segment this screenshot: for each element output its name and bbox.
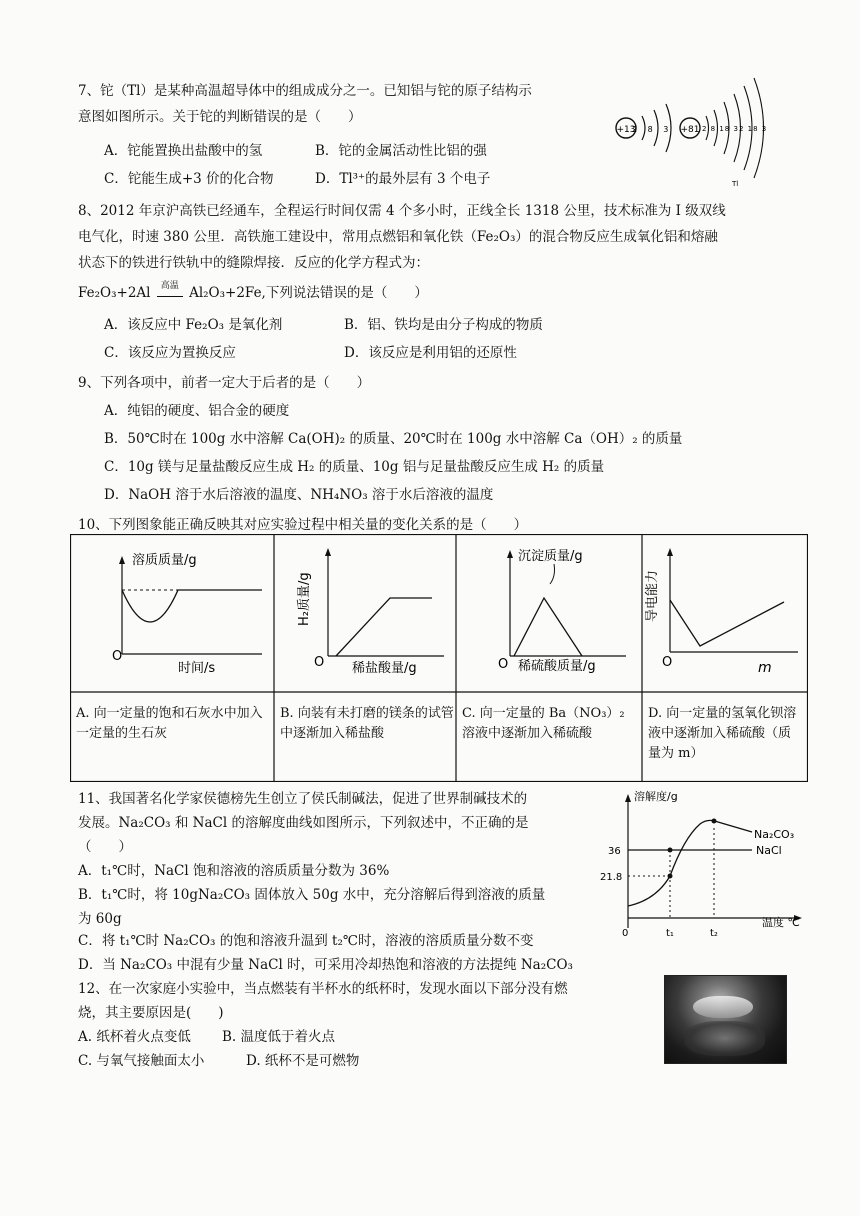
graph-c-ylabel: 沉淀质量/g	[518, 549, 583, 564]
q7-stem-line2: 意图如图所示。关于铊的判断错误的是（ ）	[78, 109, 362, 125]
q7-stem-line1: 7、铊（Tl）是某种高温超导体中的组成成分之一。已知铝与铊的原子结构示	[78, 83, 532, 99]
graph-a-origin: O	[112, 649, 123, 664]
q8-stem-line1: 8、2012 年京沪高铁已经通车，全程运行时间仅需 4 个多小时，正线全长 1318 公里，技术标准为 I 级双线	[78, 203, 726, 219]
graph-d-ylabel: 导电能力	[645, 569, 660, 622]
graph-d	[644, 548, 798, 676]
q11-stem-line1: 11、我国著名化学家侯德榜先生创立了侯氏制碱法，促进了世界制碱技术的	[78, 791, 528, 807]
q7-option-c: C．铊能生成+3 价的化合物	[104, 171, 274, 187]
graph-b-xlabel: 稀盐酸量/g	[352, 661, 417, 676]
q11-option-b-line2: 为 60g	[78, 911, 122, 927]
q12-option-b: B. 温度低于着火点	[222, 1029, 336, 1045]
q11-option-c: C．将 t₁℃时 Na₂CO₃ 的饱和溶液升温到 t₂℃时，溶液的溶质质量分数不变	[78, 933, 534, 949]
q8-stem-line2: 电气化，时速 380 公里．高铁施工建设中，常用点燃铝和氧化铁（Fe₂O₃）的混合物反应生成氧化铝和熔融	[78, 229, 718, 245]
graph-c-caption: C. 向一定量的 Ba（NO₃）₂ 溶液中逐渐加入稀硫酸	[462, 706, 625, 741]
graph-a-ylabel: 溶质质量/g	[132, 553, 197, 568]
q12-option-a: A. 纸杯着火点变低	[78, 1029, 191, 1045]
chart-xlabel: 温度 ℃	[762, 916, 800, 929]
graph-d-origin: O	[662, 655, 673, 670]
graph-d-xlabel: m	[758, 660, 772, 676]
series-na2co3-label: Na₂CO₃	[754, 828, 795, 841]
q11-option-b-line1: B．t₁℃时，将 10gNa₂CO₃ 固体放入 50g 水中，充分溶解后得到溶液的质量	[78, 887, 546, 903]
equation-products: Al₂O₃+2Fe,下列说法错误的是（ ）	[189, 285, 428, 301]
tl-nucleus-label: +81	[680, 125, 700, 135]
q9-stem: 9、下列各项中，前者一定大于后者的是（ ）	[78, 375, 371, 391]
graph-d-caption: D. 向一定量的氢氧化钡溶液中逐渐加入稀硫酸（质量为 m）	[648, 706, 797, 761]
graph-c	[498, 548, 626, 674]
graph-a	[112, 552, 262, 676]
q11-option-a: A．t₁℃时，NaCl 饱和溶液的溶质质量分数为 36%	[78, 863, 390, 879]
al-shells: 2 8 3	[632, 125, 673, 134]
solubility-chart	[596, 788, 816, 948]
q12-stem-line1: 12、在一次家庭小实验中，当点燃装有半杯水的纸杯时，发现水面以下部分没有燃	[78, 981, 568, 997]
q7-option-b: B．铊的金属活动性比铝的强	[315, 143, 487, 159]
q11-stem-line2: 发展。Na₂CO₃ 和 NaCl 的溶解度曲线如图所示，下列叙述中，不正确的是	[78, 815, 529, 831]
chart-ylabel: 溶解度/g	[634, 790, 678, 803]
tl-caption: Tl	[732, 180, 739, 188]
q9-option-a: A．纯铝的硬度、铝合金的硬度	[104, 403, 290, 419]
equation-arrow	[157, 296, 183, 297]
chart-t2: t₂	[710, 928, 718, 939]
series-nacl-label: NaCl	[756, 844, 782, 857]
q12-stem-line2: 烧，其主要原因是( )	[78, 1005, 224, 1021]
q10-stem: 10、下列图象能正确反映其对应实验过程中相关量的变化关系的是（ ）	[78, 517, 528, 533]
equation-condition-text: 高温	[160, 281, 179, 291]
chart-origin: 0	[622, 928, 629, 939]
q9-option-b: B．50℃时在 100g 水中溶解 Ca(OH)₂ 的质量、20℃时在 100g 水中溶解 Ca（OH）₂ 的质量	[104, 431, 683, 447]
q12-option-d: D. 纸杯不是可燃物	[246, 1053, 360, 1069]
q8-equation	[78, 281, 428, 302]
q8-option-b: B．铝、铁均是由分子构成的物质	[344, 317, 543, 333]
q11-stem-line3: （ ）	[78, 839, 132, 855]
q8-stem-line3: 状态下的铁进行铁轨中的缝隙焊接．反应的化学方程式为：	[78, 255, 429, 271]
q12-option-c: C. 与氧气接触面太小	[78, 1053, 205, 1069]
q11-option-d: D．当 Na₂CO₃ 中混有少量 NaCl 时，可采用冷却热饱和溶液的方法提纯 Na₂CO₃	[78, 957, 573, 973]
graph-a-xlabel: 时间/s	[178, 661, 216, 676]
q8-option-d: D．该反应是利用铝的还原性	[344, 345, 517, 361]
q7-option-a: A．铊能置换出盐酸中的氢	[104, 143, 263, 159]
q8-option-c: C．该反应为置换反应	[104, 345, 236, 361]
graph-a-caption: A. 向一定量的饱和石灰水中加入一定量的生石灰	[76, 706, 263, 741]
tl-shells: 2 8 18 32 18 3	[702, 125, 768, 133]
atom-structure-diagram	[612, 70, 792, 190]
aluminum-atom	[616, 104, 672, 152]
thallium-atom	[680, 78, 767, 188]
graph-c-xlabel: 稀硫酸质量/g	[518, 659, 596, 674]
q7-option-d: D．Tl³⁺的最外层有 3 个电子	[315, 171, 491, 187]
equation-condition	[155, 281, 185, 297]
q9-option-c: C．10g 镁与足量盐酸反应生成 H₂ 的质量、10g 铝与足量盐酸反应生成 H₂ 的质量	[104, 459, 605, 475]
graph-b-origin: O	[314, 655, 325, 670]
equation-reactants: Fe₂O₃+2Al	[78, 285, 151, 301]
graph-b	[297, 548, 444, 676]
q8-option-a: A．该反应中 Fe₂O₃ 是氧化剂	[104, 317, 283, 333]
burning-paper-cup-photo	[664, 975, 787, 1064]
chart-y218: 21.8	[600, 872, 623, 883]
graph-b-caption: B. 向装有未打磨的镁条的试管中逐渐加入稀盐酸	[280, 706, 454, 741]
graph-b-ylabel: H₂质量/g	[297, 572, 312, 626]
q9-option-d: D．NaOH 溶于水后溶液的温度、NH₄NO₃ 溶于水后溶液的温度	[104, 487, 494, 503]
chart-y36: 36	[608, 846, 621, 857]
al-nucleus-label: +13	[616, 125, 636, 135]
flame-smoke	[685, 1021, 765, 1056]
paper-cup	[693, 996, 753, 1018]
chart-t1: t₁	[666, 928, 674, 939]
graph-c-origin: O	[498, 657, 509, 672]
